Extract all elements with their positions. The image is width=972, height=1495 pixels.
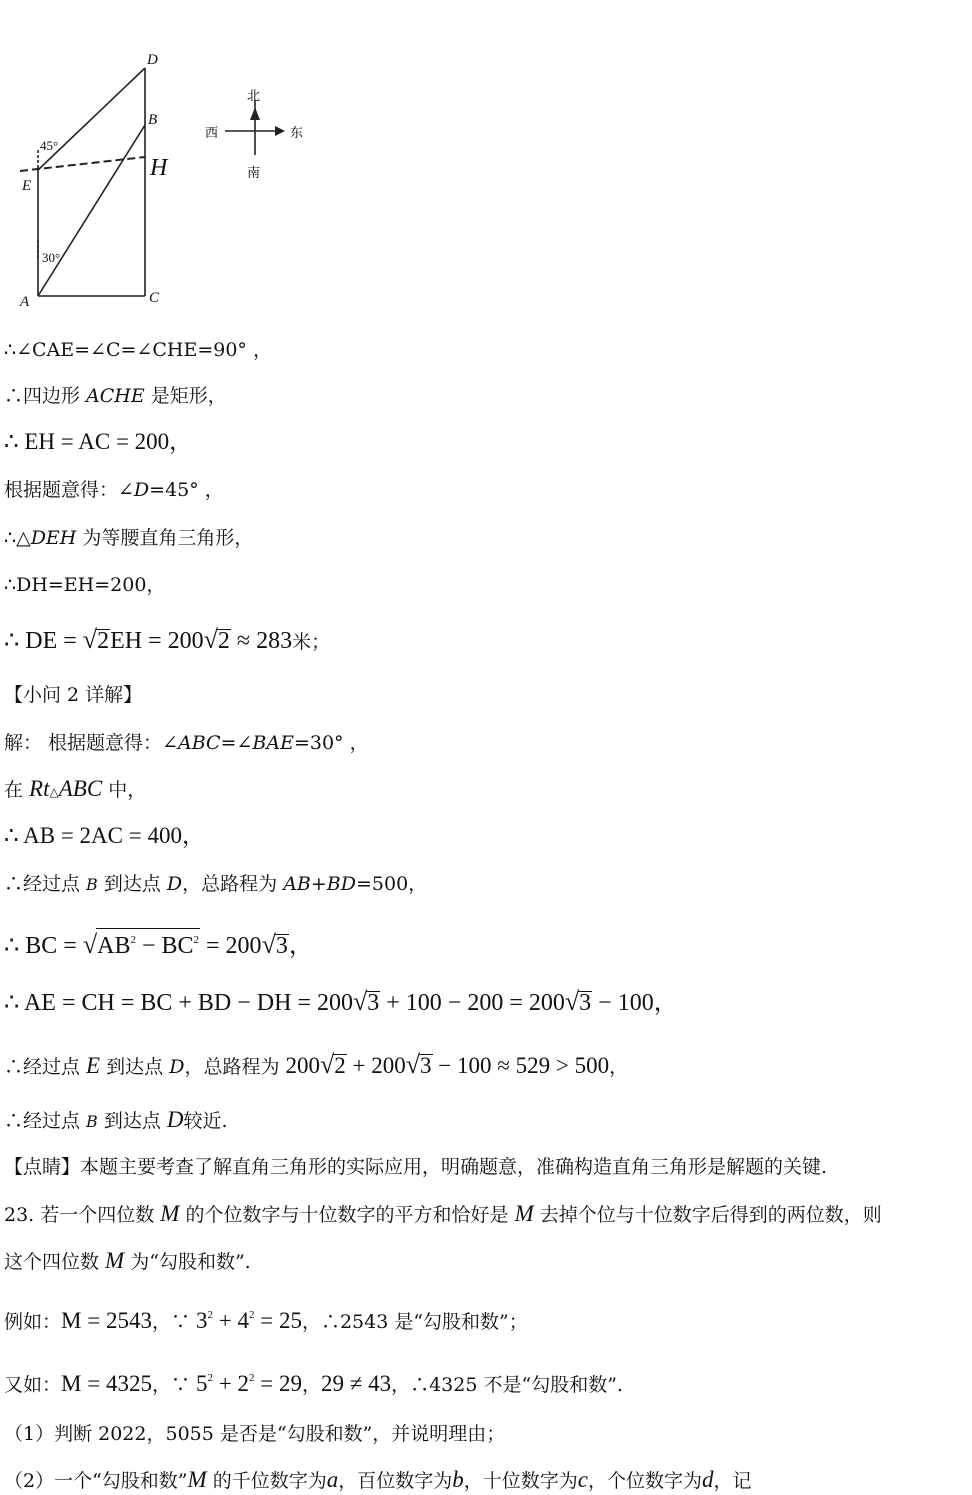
line-11: ∴ AB = 2AC = 400， xyxy=(4,823,205,848)
line-4: 根据题意得：∠D=45° ， xyxy=(4,479,224,501)
line-20-example: 例如：M = 2543，∵ $3^2 + 4^2 = 25$，∴2543 是“勾股和数”； xyxy=(4,1308,528,1333)
line-5: ∴△DEH 为等腰直角三角形， xyxy=(4,527,254,549)
label-C: C xyxy=(149,290,160,306)
segment-ED xyxy=(38,68,145,170)
line-13: ∴ BC = $√AB^2 - BC^2 = 200√3$， xyxy=(4,930,313,959)
line-14: ∴ AE = CH = BC + BD − DH = 200√3 + 100 − 200 = 200√3 − 100， xyxy=(4,987,678,1016)
line-21-example: 又如：M = 4325，∵ $5^2 + 2^2 = 29$，29 ≠ 43，∴4325 不是“勾股和数”. xyxy=(4,1371,623,1396)
line-16: ∴经过点 B 到达点 D较近. xyxy=(4,1107,228,1132)
line-22-part1: （1）判断 2022，5055 是否是“勾股和数”，并说明理由； xyxy=(4,1423,506,1445)
label-B: B xyxy=(148,112,158,128)
line-6: ∴DH=EH=200， xyxy=(4,574,166,596)
label-angle-30: 30° xyxy=(42,250,61,265)
line-1: ∴∠CAE=∠C=∠CHE=90° ， xyxy=(4,339,272,361)
label-H: H xyxy=(150,155,168,181)
label-angle-45: 45° xyxy=(40,138,59,153)
line-2: ∴四边形 ACHE 是矩形， xyxy=(4,385,227,407)
line-7: ∴ DE = √2EH = 200√2 ≈ 283米； xyxy=(4,625,331,654)
label-D: D xyxy=(147,52,158,68)
line-9: 解： 根据题意得：∠ABC=∠BAE=30° ， xyxy=(4,732,369,754)
label-E: E xyxy=(22,178,32,194)
east-arrow-icon xyxy=(275,126,285,136)
line-3: ∴ EH = AC = 200， xyxy=(4,429,193,454)
compass-east: 东 xyxy=(290,126,304,141)
line-15: ∴经过点 E 到达点 D，总路程为 200√2 + 200√3 − 100 ≈ 529 > 500， xyxy=(4,1050,629,1079)
compass-rose xyxy=(195,85,315,185)
label-A: A xyxy=(20,294,30,310)
line-18-question: 23. 若一个四位数 M 的个位数字与十位数字的平方和恰好是 M 去掉个位与十位数字后得到的两位数，则 xyxy=(4,1201,882,1226)
north-arrow-icon xyxy=(250,107,260,120)
compass-south: 南 xyxy=(247,166,261,181)
line-17-note: 【点睛】本题主要考查了解直角三角形的实际应用，明确题意，准确构造直角三角形是解题的关键. xyxy=(4,1156,828,1178)
compass-north: 北 xyxy=(247,89,261,104)
line-23-part2: （2）一个“勾股和数”M 的千位数字为a，百位数字为b，十位数字为c，个位数字为d，记 xyxy=(4,1467,752,1492)
segment-EH-dashed xyxy=(20,157,145,171)
line-12: ∴经过点 B 到达点 D，总路程为 AB+BD=500， xyxy=(4,873,428,895)
line-19: 这个四位数 M 为“勾股和数”. xyxy=(4,1248,251,1273)
line-10: 在 Rt△ABC 中， xyxy=(4,776,147,801)
compass-west: 西 xyxy=(205,126,219,141)
line-8-heading: 【小问 2 详解】 xyxy=(4,684,143,706)
